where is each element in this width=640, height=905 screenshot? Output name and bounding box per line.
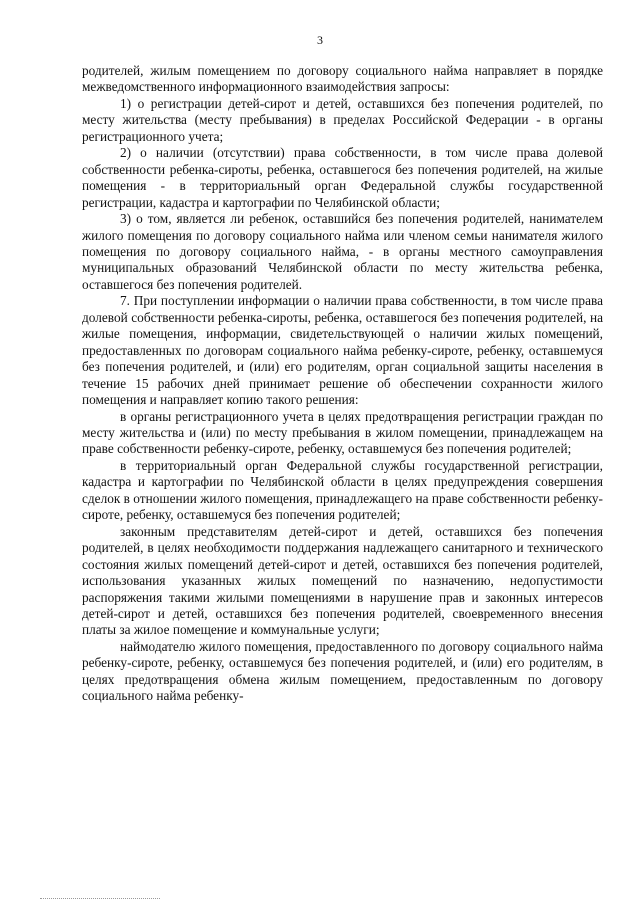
paragraph-continuation: родителей, жилым помещением по договору социального найма направляет в порядке межведомственного информационного взаимодействия запросы: (82, 63, 603, 95)
document-body (82, 63, 603, 705)
paragraph-recipient-registration: в органы регистрационного учета в целях предотвращения регистрации граждан по месту жительства и (или) по месту пребывания в жилом помещении, принадлежащем на праве собственности ребенку-сироте, ребенку, оставшемуся без попечения родителей; (82, 408, 603, 457)
paragraph-recipient-landlord: наймодателю жилого помещения, предоставленного по договору социального найма ребенку-сироте, ребенку, оставшемуся без попечения родителей, и (или) его родителям, в целях предотвращения обмена жилым помещением, предоставленным по договору социального найма ребенку- (82, 638, 603, 704)
scan-artifact-line (40, 898, 160, 900)
paragraph-clause-7: 7. При поступлении информации о наличии права собственности, в том числе права долевой собственности ребенка-сироты, ребенка, оставшегося без попечения родителей, на жилые помещения, информации, свидетельствующей о наличии жилых помещений, предоставленных по договорам социального найма ребенку-сироте, ребенку, оставшемуся без попечения родителей, и (или) его родителям, орган социальной защиты населения в течение 15 рабочих дней принимает решение об обеспечении сохранности жилого помещения и направляет копию такого решения: (82, 293, 603, 408)
page-number: 3 (317, 33, 323, 47)
paragraph-item-3: 3) о том, является ли ребенок, оставшийся без попечения родителей, нанимателем жилого помещения по договору социального найма или членом семьи нанимателя жилого помещения по договору социального найма, - в органы местного самоуправления муниципальных образований Челябинской области по месту жительства ребенка, оставшегося без попечения родителей. (82, 211, 603, 292)
paragraph-item-2: 2) о наличии (отсутствии) права собственности, в том числе права долевой собственности ребенка-сироты, ребенка, оставшегося без попечения родителей, на жилые помещения - в территориальный орган Федеральной службы государственной регистрации, кадастра и картографии по Челябинской области; (82, 145, 603, 210)
paragraph-item-1: 1) о регистрации детей-сирот и детей, оставшихся без попечения родителей, по месту жительства (месту пребывания) в пределах Российской Федерации - в органы регистрационного учета; (82, 95, 603, 144)
paragraph-recipient-rosreestr: в территориальный орган Федеральной службы государственной регистрации, кадастра и картографии по Челябинской области в целях предупреждения совершения сделок в отношении жилого помещения, принадлежащего на праве собственности ребенку-сироте, ребенку, оставшемуся без попечения родителей; (82, 457, 603, 523)
paragraph-recipient-representatives: законным представителям детей-сирот и детей, оставшихся без попечения родителей, в целях необходимости поддержания надлежащего санитарного и технического состояния жилых помещений детей-сирот и детей, оставшихся без попечения родителей, использования указанных жилых помещений по назначению, недопустимости распоряжения такими жилыми помещениями в нарушение прав и законных интересов детей-сирот и детей, оставшихся без попечения родителей, своевременного внесения платы за жилое помещение и коммунальные услуги; (82, 523, 603, 638)
